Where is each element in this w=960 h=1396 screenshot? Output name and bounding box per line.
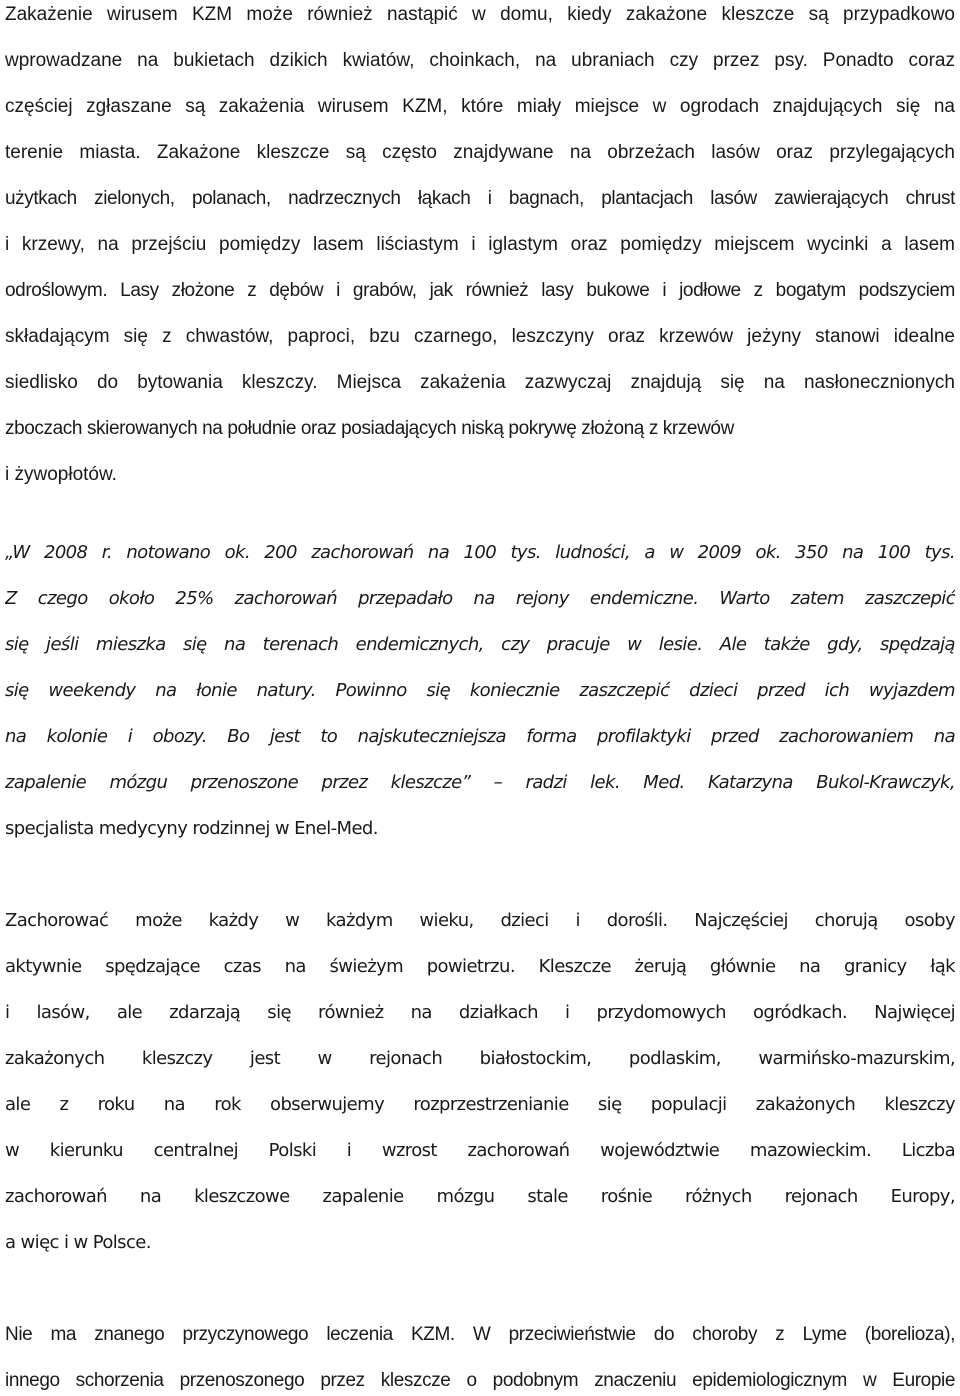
text-line: Z czego około 25% zachorowań przepadało na rejony endemiczne. Warto zatem zaszczepić	[5, 588, 955, 609]
text-line: ale z roku na rok obserwujemy rozprzestrzenianie się populacji zakażonych kleszczy	[5, 1094, 955, 1115]
text-line: na kolonie i obozy. Bo jest to najskuteczniejsza forma profilaktyki przed zachorowaniem na	[5, 726, 955, 747]
text-line: Nie ma znanego przyczynowego leczenia KZM. W przeciwieństwie do choroby z Lyme (borelioza),	[5, 1324, 955, 1345]
text-line: „W 2008 r. notowano ok. 200 zachorowań na 100 tys. ludności, a w 2009 ok. 350 na 100 tys.	[5, 542, 955, 563]
text-line: zapalenie mózgu przenoszone przez kleszcze” – radzi lek. Med. Katarzyna Bukol-Krawczyk,	[5, 772, 955, 793]
text-line: innego schorzenia przenoszonego przez kleszcze o podobnym znaczeniu epidemiologicznym w Europie	[5, 1370, 955, 1391]
text-line: i żywopłotów.	[5, 464, 117, 485]
text-line: częściej zgłaszane są zakażenia wirusem KZM, które miały miejsce w ogrodach znajdujących się na	[5, 96, 955, 117]
text-line: a więc i w Polsce.	[5, 1232, 151, 1253]
text-line: aktywnie spędzające czas na świeżym powietrzu. Kleszcze żerują głównie na granicy łąk	[5, 956, 955, 977]
text-line: terenie miasta. Zakażone kleszcze są często znajdywane na obrzeżach lasów oraz przylegających	[5, 142, 955, 163]
text-line: się weekendy na łonie natury. Powinno się koniecznie zaszczepić dzieci przed ich wyjazdem	[5, 680, 955, 701]
text-line: i lasów, ale zdarzają się również na działkach i przydomowych ogródkach. Najwięcej	[5, 1002, 955, 1023]
text-line: Zachorować może każdy w każdym wieku, dzieci i dorośli. Najczęściej chorują osoby	[5, 910, 955, 931]
text-line: zachorowań na kleszczowe zapalenie mózgu stale rośnie różnych rejonach Europy,	[5, 1186, 955, 1207]
text-line: składającym się z chwastów, paproci, bzu czarnego, leszczyny oraz krzewów jeżyny stanowi idealne	[5, 326, 955, 347]
text-line: wprowadzane na bukietach dzikich kwiatów, choinkach, na ubraniach czy przez psy. Ponadto coraz	[5, 50, 955, 71]
text-line: siedlisko do bytowania kleszczy. Miejsca zakażenia zazwyczaj znajdują się na nasłonecznionych	[5, 372, 955, 393]
text-line: zboczach skierowanych na południe oraz posiadających niską pokrywę złożoną z krzewów	[5, 418, 734, 439]
text-line: odroślowym. Lasy złożone z dębów i grabów, jak również lasy bukowe i jodłowe z bogatym podszyciem	[5, 280, 955, 301]
text-line: specjalista medycyny rodzinnej w Enel-Med.	[5, 818, 378, 839]
text-line: Zakażenie wirusem KZM może również nastąpić w domu, kiedy zakażone kleszcze są przypadkowo	[5, 4, 955, 25]
text-line: użytkach zielonych, polanach, nadrzecznych łąkach i bagnach, plantacjach lasów zawierających chrust	[5, 188, 955, 209]
text-line: w kierunku centralnej Polski i wzrost zachorowań województwie mazowieckim. Liczba	[5, 1140, 955, 1161]
text-line: i krzewy, na przejściu pomiędzy lasem liściastym i iglastym oraz pomiędzy miejscem wycinki a lasem	[5, 234, 955, 255]
text-line: zakażonych kleszczy jest w rejonach białostockim, podlaskim, warmińsko-mazurskim,	[5, 1048, 955, 1069]
text-line: się jeśli mieszka się na terenach endemicznych, czy pracuje w lesie. Ale także gdy, spędzają	[5, 634, 955, 655]
